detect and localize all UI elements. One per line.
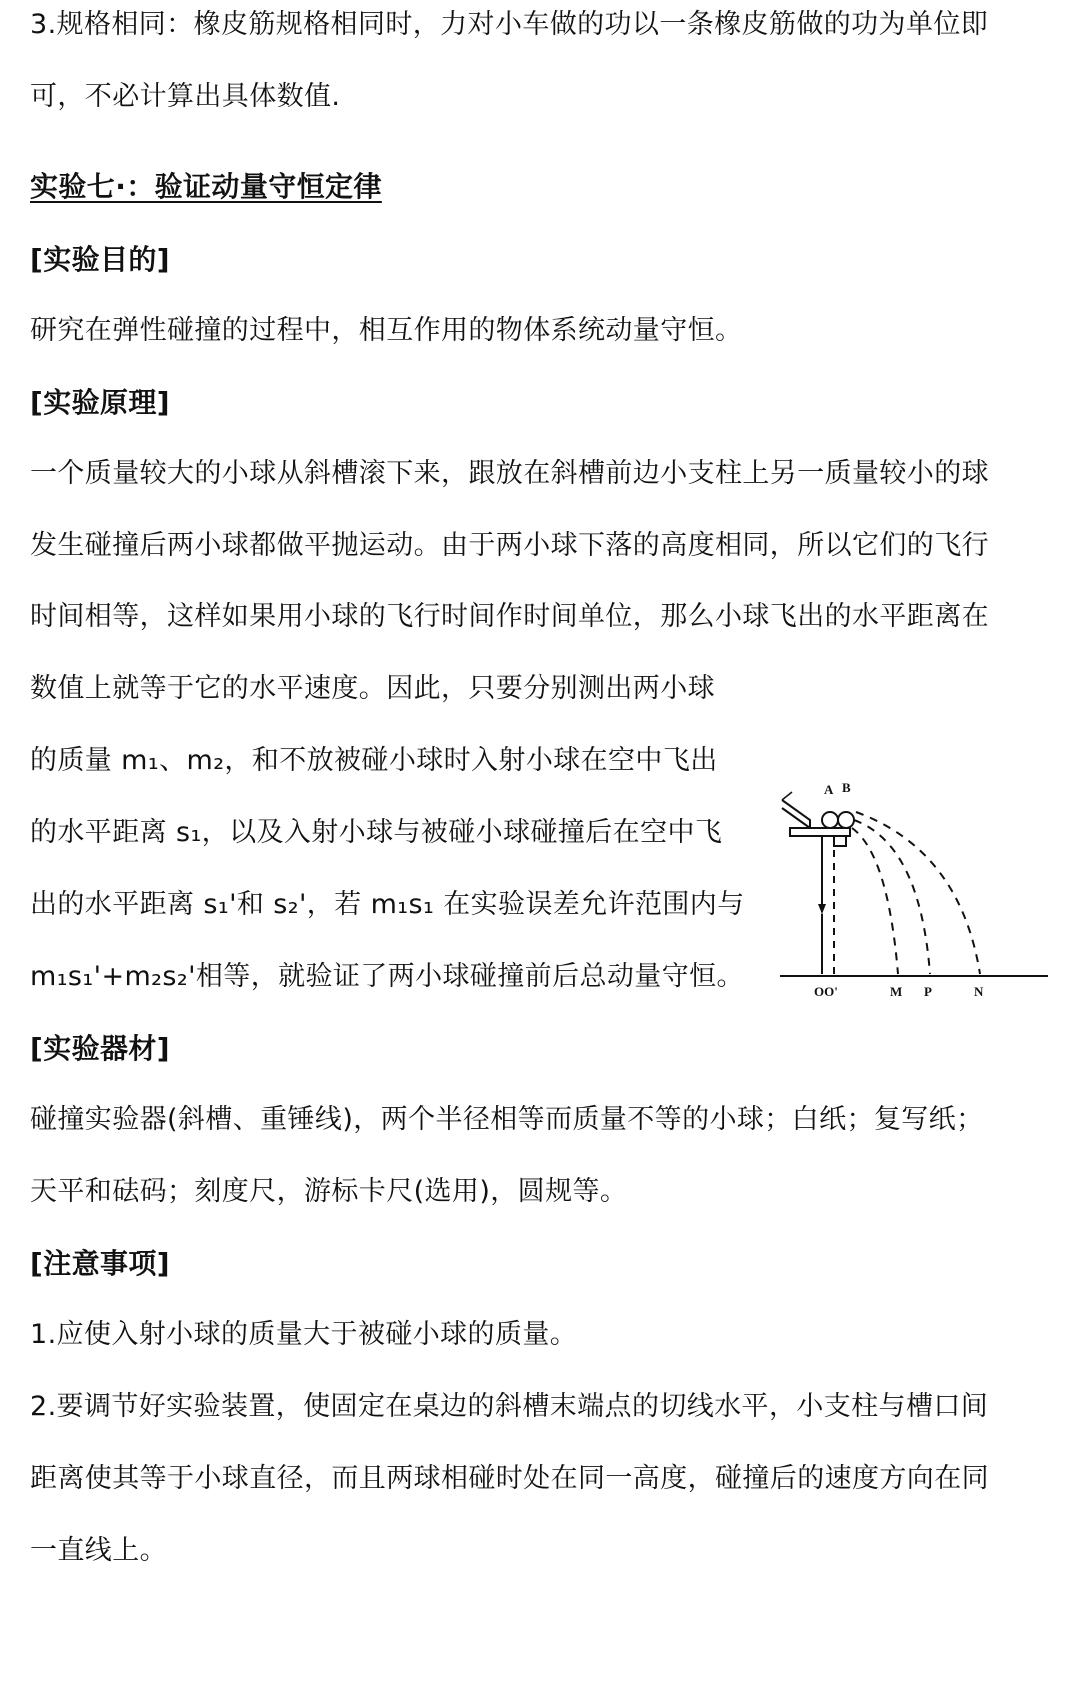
label-p: P: [924, 984, 932, 999]
subsection-heading: [实验原理]: [30, 386, 170, 419]
ramp-edge: [782, 792, 792, 800]
text-line: 数值上就等于它的水平速度。因此，只要分别测出两小球: [30, 673, 715, 704]
text-line: 的质量 m₁、m₂，和不放被碰小球时入射小球在空中飞出: [30, 745, 718, 776]
label-n: N: [974, 984, 984, 999]
text-line: m₁s₁'+m₂s₂'相等，就验证了两小球碰撞前后总动量守恒。: [30, 961, 744, 992]
text-line: 一个质量较大的小球从斜槽滚下来，跟放在斜槽前边小支柱上另一质量较小的球: [30, 458, 989, 489]
subsection-heading: [实验目的]: [30, 243, 170, 276]
section-title: 实验七·：验证动量守恒定律: [30, 170, 382, 203]
text-line: 3.规格相同：橡皮筋规格相同时，力对小车做的功以一条橡皮筋做的功为单位即: [30, 9, 989, 40]
text-line: 天平和砝码；刻度尺，游标卡尺(选用)，圆规等。: [30, 1176, 628, 1207]
text-line: 的水平距离 s₁，以及入射小球与被碰小球碰撞后在空中飞: [30, 817, 723, 848]
text-line: 2.要调节好实验装置，使固定在桌边的斜槽末端点的切线水平，小支柱与槽口间: [30, 1391, 989, 1422]
ramp-shape: [782, 800, 810, 828]
text-line: 出的水平距离 s₁'和 s₂'，若 m₁s₁ 在实验误差允许范围内与: [30, 889, 745, 920]
text-line: 碰撞实验器(斜槽、重锤线)，两个半径相等而质量不等的小球；白纸；复写纸；: [30, 1104, 984, 1135]
text-line: 研究在弹性碰撞的过程中，相互作用的物体系统动量守恒。: [30, 315, 743, 346]
label-o: OO': [814, 984, 838, 999]
text-line: 距离使其等于小球直径，而且两球相碰时处在同一高度，碰撞后的速度方向在同: [30, 1463, 989, 1494]
diagram-svg: [780, 772, 1050, 1012]
ramp-end-platform: [790, 828, 850, 836]
support-post: [834, 836, 846, 846]
trajectory-n: [856, 812, 980, 974]
subsection-heading: [注意事项]: [30, 1247, 170, 1280]
trajectory-m: [852, 828, 898, 974]
text-line: 可，不必计算出具体数值.: [30, 81, 341, 112]
text-line: 发生碰撞后两小球都做平抛运动。由于两小球下落的高度相同，所以它们的飞行: [30, 530, 989, 561]
ball-b: [838, 812, 854, 828]
collision-apparatus-diagram: [780, 772, 1050, 1012]
text-line: 1.应使入射小球的质量大于被碰小球的质量。: [30, 1319, 578, 1350]
label-a: A: [824, 782, 834, 797]
label-m: M: [890, 984, 903, 999]
text-line: 一直线上。: [30, 1535, 167, 1566]
text-line: 时间相等，这样如果用小球的飞行时间作时间单位，那么小球飞出的水平距离在: [30, 601, 989, 632]
label-b: B: [842, 780, 851, 795]
subsection-heading: [实验器材]: [30, 1032, 170, 1065]
ball-a: [822, 812, 838, 828]
